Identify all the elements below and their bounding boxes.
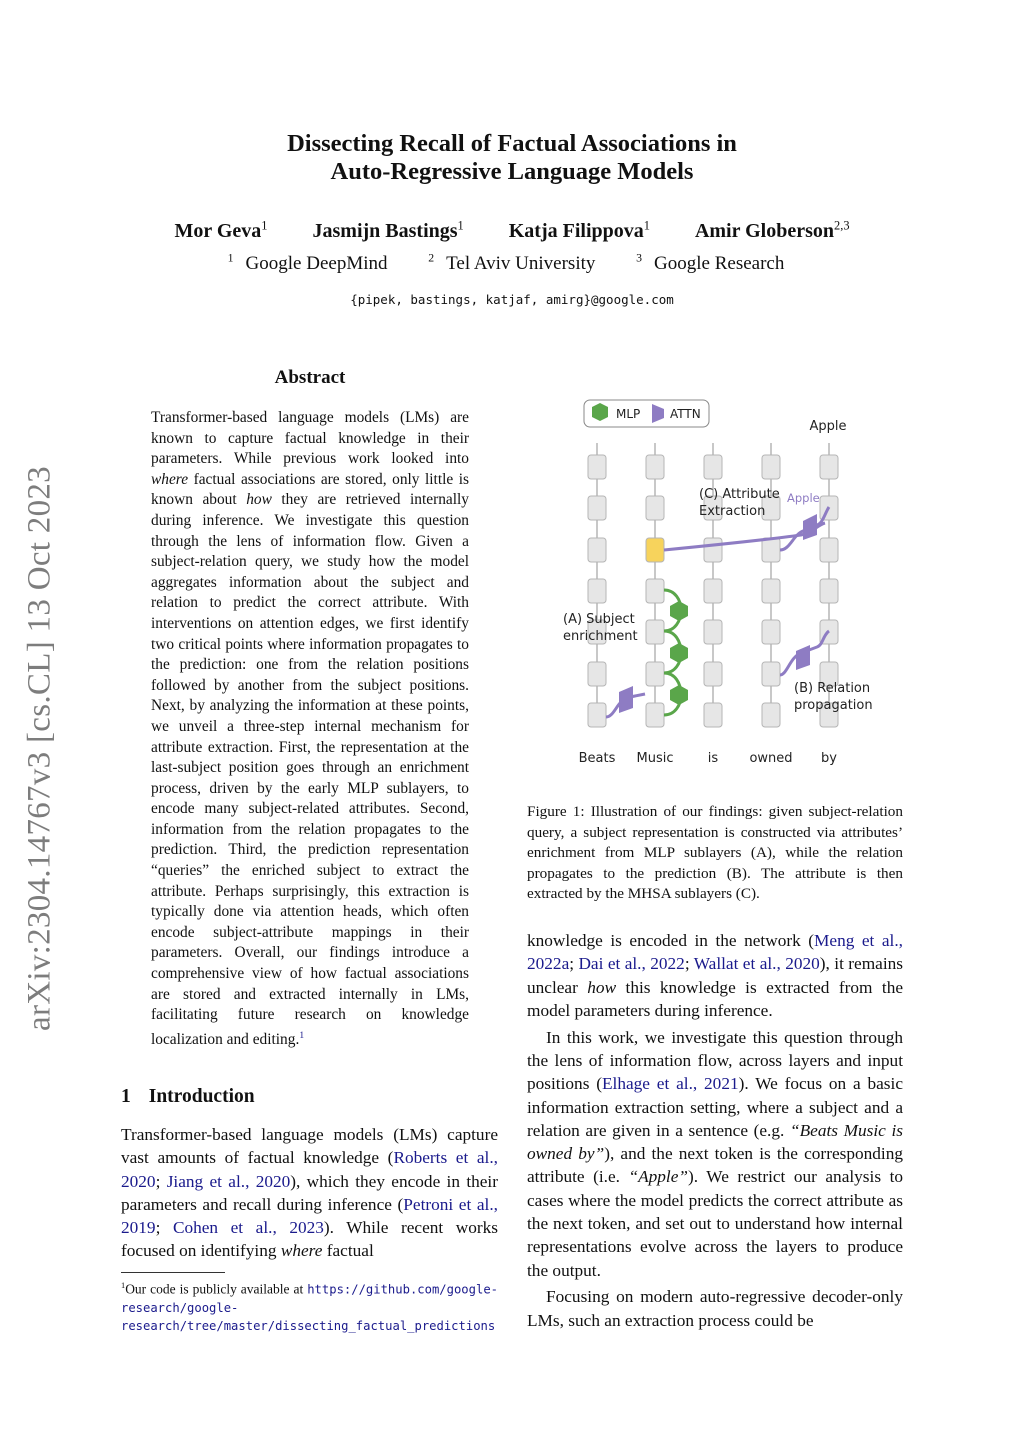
code-url-link[interactable]: https://github.com/google-research/google-research/tree/master/dissecting_factual_predictions bbox=[121, 1282, 498, 1333]
token-label: Beats bbox=[578, 751, 616, 766]
affiliation: $^3$ Google Research bbox=[636, 252, 785, 275]
hidden-state-box bbox=[588, 579, 606, 603]
legend-mlp-label: MLP bbox=[616, 407, 641, 421]
label-a-line-1: (A) Subject bbox=[563, 612, 635, 627]
mlp-hexagon-icon bbox=[670, 601, 688, 621]
hidden-state-box bbox=[588, 703, 606, 727]
section-heading-introduction: 1 Introduction bbox=[121, 1086, 255, 1107]
paragraph: In this work, we investigate this question through the lens of information flow, across layers and input positions (Elhage et al., 2021). We focus on a basic information extraction setting, where a subject and a relation are given in a sentence (e.g. “Beats Music is owned by”), and the next token is the corresponding attribute (i.e. “Apple”). We restrict our analysis to cases where the model predicts the correct attribute as the next token, and set out to understand how internal representations evolve across the layers to produce the output. bbox=[527, 1027, 904, 1280]
hidden-state-box bbox=[588, 538, 606, 562]
author: Jasmijn Bastings$^1$ bbox=[312, 218, 464, 242]
hidden-state-box bbox=[704, 579, 722, 603]
author-emails: {pipek, bastings, katjaf, amirg}@google.com bbox=[350, 292, 674, 307]
hidden-state-box bbox=[762, 579, 780, 603]
hidden-state-box bbox=[646, 703, 664, 727]
footnote: $^1$Our code is publicly available at https://github.com/google-research/google-research/tree/master/dissecting_factual_predictions bbox=[121, 1281, 498, 1333]
affiliations bbox=[0, 252, 1024, 275]
hidden-state-box bbox=[820, 455, 838, 479]
hidden-state-box bbox=[704, 662, 722, 686]
label-c-line-2: Extraction bbox=[699, 504, 766, 519]
label-a-line-2: enrichment bbox=[563, 629, 638, 644]
author: Katja Filippova$^1$ bbox=[508, 218, 650, 242]
affiliation: $^1$ Google DeepMind bbox=[227, 252, 388, 275]
attn-icon bbox=[619, 686, 633, 713]
mlp-hexagons bbox=[670, 601, 688, 705]
citation-link[interactable]: Cohen et al., 2023 bbox=[172, 1218, 324, 1238]
label-c-line-1: (C) Attribute bbox=[699, 487, 780, 502]
paper-title bbox=[0, 130, 1024, 186]
hidden-state-box bbox=[704, 538, 722, 562]
paragraph: Focusing on modern auto-regressive decoder-only LMs, such an extraction process could be bbox=[527, 1287, 903, 1330]
hidden-state-box bbox=[762, 538, 780, 562]
figure-1-caption: Figure 1: Illustration of our findings: given subject-relation query, a subject representation is constructed via attributes’ enrichment from MLP sublayers (A), while the relation propagates to the prediction (B). The attribute is then extracted by the MHSA sublayers (C). bbox=[527, 803, 903, 903]
citation-link[interactable]: Wallat et al., 2020 bbox=[693, 954, 820, 974]
author: Mor Geva$^1$ bbox=[174, 218, 268, 242]
hidden-state-box bbox=[646, 620, 664, 644]
citation-link[interactable]: Jiang et al., 2020 bbox=[166, 1171, 291, 1191]
mlp-hexagon-icon bbox=[670, 643, 688, 663]
hidden-state-box bbox=[588, 455, 606, 479]
hidden-state-box bbox=[704, 455, 722, 479]
hidden-state-box bbox=[762, 455, 780, 479]
title-line-2: Auto-Regressive Language Models bbox=[330, 158, 694, 185]
author: Amir Globerson$^{2,3}$ bbox=[694, 218, 850, 242]
hidden-state-box bbox=[646, 455, 664, 479]
citation-link[interactable]: Elhage et al., 2021 bbox=[602, 1074, 739, 1094]
output-token-label: Apple bbox=[809, 419, 847, 434]
hidden-state-box bbox=[704, 703, 722, 727]
hidden-state-box bbox=[646, 496, 664, 520]
hidden-state-box bbox=[646, 579, 664, 603]
footnote-rule bbox=[121, 1272, 225, 1273]
arxiv-side-label: arXiv:2304.14767v3 [cs.CL] 13 Oct 2023 bbox=[21, 466, 58, 1031]
citation-link[interactable]: Roberts et al., 2020 bbox=[121, 1148, 499, 1191]
attn-icon bbox=[796, 645, 810, 670]
attribute-extraction-curve bbox=[664, 523, 825, 550]
label-b-line-2: propagation bbox=[794, 698, 873, 713]
hidden-state-box bbox=[820, 538, 838, 562]
hidden-state-box bbox=[762, 620, 780, 644]
author-list bbox=[0, 218, 1024, 243]
hidden-state-box bbox=[646, 662, 664, 686]
figure-1-diagram bbox=[555, 395, 885, 780]
hidden-state-box bbox=[588, 662, 606, 686]
citation-link[interactable]: Meng et al., 2022a bbox=[527, 931, 903, 974]
token-label: by bbox=[821, 751, 837, 766]
hidden-state-box bbox=[704, 620, 722, 644]
hidden-state-box bbox=[588, 496, 606, 520]
right-column-body bbox=[527, 929, 903, 1336]
token-label: Music bbox=[636, 751, 674, 766]
footnote-marker[interactable]: 1 bbox=[299, 1029, 305, 1041]
token-label: is bbox=[707, 751, 719, 766]
attn-icon bbox=[803, 514, 817, 540]
mlp-hexagon-icon bbox=[670, 685, 688, 705]
highlighted-hidden-state bbox=[646, 538, 664, 562]
token-label: owned bbox=[749, 751, 793, 766]
abstract-body: Transformer-based language models (LMs) are known to capture factual knowledge in their parameters. While previous work looked into where factual associations are stored, only little is known about how they are retrieved internally during inference. We investigate this question through the lens of information flow. Given a subject-relation query, we study how the model aggregates information about the subject and relation to predict the correct attribute. With interventions on attention edges, we first identify two critical points where information propagates to the prediction: one from the relation positions followed by another from the subject positions. Next, by analyzing the information at these points, we unveil a three-step internal mechanism for attribute extraction. First, the representation at the last-subject position goes through an enrichment process, driven by the early MLP sublayers, to encode many subject-related attributes. Second, information from the relation propagates to the prediction. Third, the prediction representation “queries” the enriched subject to extract the attribute. Perhaps surprisingly, this extraction is typically done via attention heads, which often encode subject-attribute mappings in their parameters. Overall, our findings introduce a comprehensive view of how factual associations are stored and extracted internally in LMs, facilitating future research on knowledge localization and editing.$^1$ bbox=[151, 409, 469, 1048]
affiliation: $^2$ Tel Aviv University bbox=[428, 252, 596, 275]
legend-attn-label: ATTN bbox=[670, 407, 701, 421]
introduction-body: Transformer-based language models (LMs) capture vast amounts of factual knowledge (Roberts et al., 2020; Jiang et al., 2020), which they encode in their parameters and recall during inference (Petroni et al., 2019; Cohen et al., 2023). While recent works focused on identifying where factual bbox=[121, 1125, 499, 1261]
hidden-state-box bbox=[762, 703, 780, 727]
citation-link[interactable]: Dai et al., 2022 bbox=[578, 954, 685, 974]
citation-link[interactable]: Petroni et al., 2019 bbox=[121, 1194, 498, 1238]
title-line-1: Dissecting Recall of Factual Associations in bbox=[287, 130, 737, 157]
hidden-state-box bbox=[820, 579, 838, 603]
abstract-heading: Abstract bbox=[274, 367, 346, 388]
extracted-attribute-label: Apple bbox=[787, 491, 820, 505]
hidden-state-box bbox=[762, 662, 780, 686]
label-b-line-1: (B) Relation bbox=[794, 681, 871, 696]
paragraph: knowledge is encoded in the network (Meng et al., 2022a; Dai et al., 2022; Wallat et al., 2020), it remains unclear how this knowledge is extracted from the model parameters during inference. bbox=[527, 931, 904, 1020]
